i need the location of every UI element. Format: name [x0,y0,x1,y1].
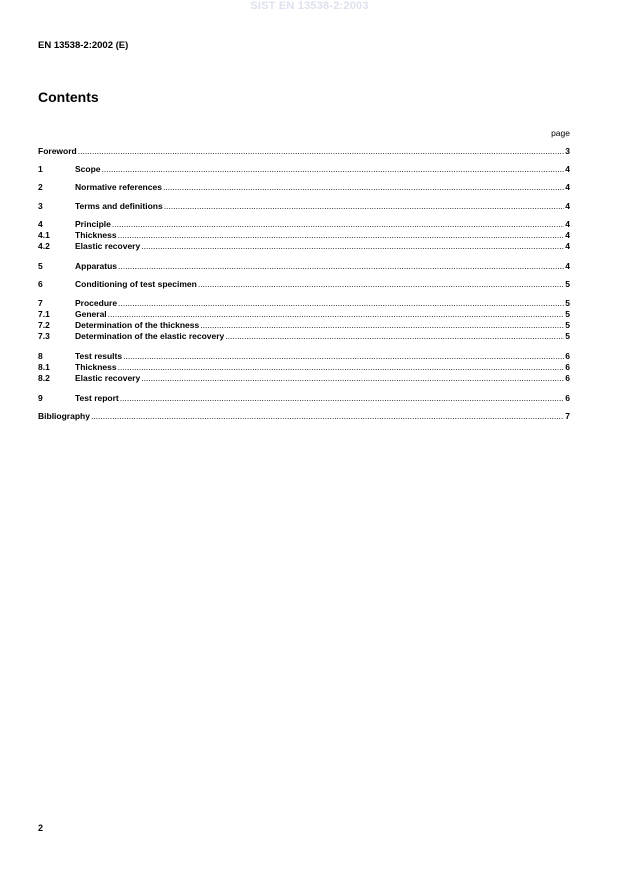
toc-entry-page: 5 [565,331,570,341]
toc-entry-number: 7.3 [38,331,50,341]
toc-leader [118,362,565,372]
page-column-label: page [551,128,570,138]
toc-leader [108,309,565,319]
page-number: 2 [38,823,44,833]
toc-entry-determination-elastic-recovery[interactable] [38,331,570,341]
toc-entry-number: 8.2 [38,373,50,383]
toc-leader [163,182,564,192]
toc-leader [200,320,564,330]
toc-leader [118,298,564,308]
toc-entry-page: 6 [565,373,570,383]
toc-leader [164,201,565,211]
toc-entry-number: 4 [38,219,43,229]
toc-entry-number: 4.1 [38,230,50,240]
toc-entry-page: 4 [565,219,570,229]
toc-entry-page: 3 [565,146,570,156]
toc-leader [141,373,564,383]
toc-entry-number: 2 [38,182,43,192]
toc-leader [112,219,564,229]
toc-entry-page: 4 [565,230,570,240]
toc-entry-general[interactable] [38,309,570,319]
toc-leader [141,241,564,251]
toc-entry-title: Conditioning of test specimen [75,279,197,289]
toc-entry-procedure[interactable] [38,298,570,308]
toc-entry-determination-thickness[interactable] [38,320,570,330]
toc-entry-page: 5 [565,309,570,319]
toc-entry-page: 4 [565,201,570,211]
toc-entry-bibliography[interactable] [38,411,570,421]
toc-entry-number: 7 [38,298,43,308]
toc-entry-page: 6 [565,393,570,403]
toc-entry-results-thickness[interactable] [38,362,570,372]
toc-leader [102,164,565,174]
document-id: EN 13538-2:2002 (E) [38,40,129,51]
toc-entry-number: 8 [38,351,43,361]
toc-entry-scope[interactable] [38,164,570,174]
toc-entry-number: 3 [38,201,43,211]
toc-entry-page: 6 [565,351,570,361]
toc-entry-page: 4 [565,261,570,271]
toc-entry-number: 6 [38,279,43,289]
toc-entry-test-report[interactable] [38,393,570,403]
toc-entry-test-results[interactable] [38,351,570,361]
toc-leader [78,146,565,156]
toc-entry-number: 7.1 [38,309,50,319]
toc-entry-title: Foreword [38,146,77,156]
toc-entry-title: Thickness [75,362,117,372]
toc-entry-title: Elastic recovery [75,373,141,383]
toc-entry-apparatus[interactable] [38,261,570,271]
toc-entry-elastic-recovery[interactable] [38,241,570,251]
toc-entry-title: Determination of the elastic recovery [75,331,225,341]
toc-entry-page: 6 [565,362,570,372]
toc-entry-title: Determination of the thickness [75,320,200,330]
toc-entry-title: Scope [75,164,101,174]
toc-entry-page: 5 [565,279,570,289]
toc-entry-page: 4 [565,241,570,251]
toc-leader [120,393,564,403]
toc-entry-thickness[interactable] [38,230,570,240]
toc-entry-title: Normative references [75,182,162,192]
toc-entry-terms-and-definitions[interactable] [38,201,570,211]
toc-leader [91,411,564,421]
toc-entry-number: 9 [38,393,43,403]
watermark: SIST EN 13538-2:2003 [250,0,369,12]
toc-entry-foreword[interactable] [38,146,570,156]
toc-entry-title: Bibliography [38,411,90,421]
toc-entry-page: 5 [565,320,570,330]
toc-entry-title: Principle [75,219,111,229]
toc-entry-title: Elastic recovery [75,241,141,251]
toc-entry-principle[interactable] [38,219,570,229]
toc-entry-number: 8.1 [38,362,50,372]
toc-entry-title: Terms and definitions [75,201,163,211]
toc-leader [123,351,564,361]
toc-entry-results-elastic-recovery[interactable] [38,373,570,383]
toc-leader [225,331,564,341]
toc-entry-page: 7 [565,411,570,421]
toc-leader [198,279,564,289]
toc-entry-page: 5 [565,298,570,308]
toc-entry-number: 1 [38,164,43,174]
toc-entry-title: Test report [75,393,119,403]
toc-entry-conditioning[interactable] [38,279,570,289]
toc-leader [118,230,565,240]
toc-entry-page: 4 [565,164,570,174]
toc-entry-page: 4 [565,182,570,192]
contents-title: Contents [38,89,99,105]
toc-entry-title: General [75,309,107,319]
toc-entry-title: Procedure [75,298,118,308]
toc-entry-number: 4.2 [38,241,50,251]
toc-entry-title: Apparatus [75,261,118,271]
toc-entry-number: 7.2 [38,320,50,330]
toc-leader [118,261,564,271]
toc-entry-number: 5 [38,261,43,271]
toc-entry-title: Test results [75,351,123,361]
toc-entry-title: Thickness [75,230,117,240]
toc-entry-normative-references[interactable] [38,182,570,192]
